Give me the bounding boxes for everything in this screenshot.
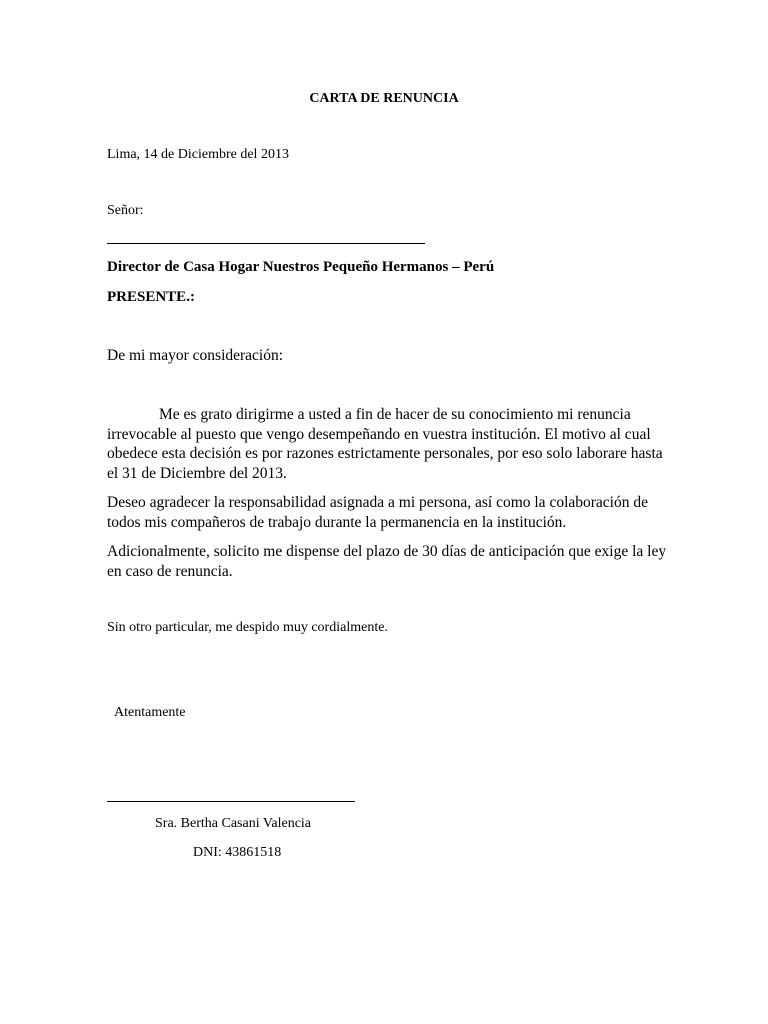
recipient-title: Director de Casa Hogar Nuestros Pequeño Hermanos – Perú bbox=[107, 259, 495, 275]
signer-id: DNI: 43861518 bbox=[193, 845, 282, 860]
body-paragraph-1: Me es grato dirigirme a usted a fin de hacer de su conocimiento mi renuncia irrevocable al puesto que vengo desempeñando en vuestra institución. El motivo al cual obedece esta decisión es por razones estrictamente personales, por eso solo laborare hasta el 31 de Diciembre del 2013. bbox=[107, 406, 663, 482]
sign-off: Atentamente bbox=[114, 705, 186, 720]
greeting: De mi mayor consideración: bbox=[107, 347, 284, 364]
signature-line bbox=[107, 801, 355, 802]
place-date: Lima, 14 de Diciembre del 2013 bbox=[107, 147, 289, 162]
recipient-name-line bbox=[107, 243, 425, 244]
body-paragraph-2: Deseo agradecer la responsabilidad asignada a mi persona, así como la colaboración de todos mis compañeros de trabajo durante la permanencia en la institución. bbox=[107, 494, 648, 531]
letter-title: CARTA DE RENUNCIA bbox=[309, 91, 459, 106]
signer-name: Sra. Bertha Casani Valencia bbox=[155, 816, 312, 831]
presente-heading: PRESENTE.: bbox=[107, 289, 195, 305]
body-paragraph-3: Adicionalmente, solicito me dispense del plazo de 30 días de anticipación que exige la ley en caso de renuncia. bbox=[107, 543, 667, 580]
salutation: Señor: bbox=[107, 203, 144, 218]
closing-line: Sin otro particular, me despido muy cordialmente. bbox=[107, 620, 388, 635]
